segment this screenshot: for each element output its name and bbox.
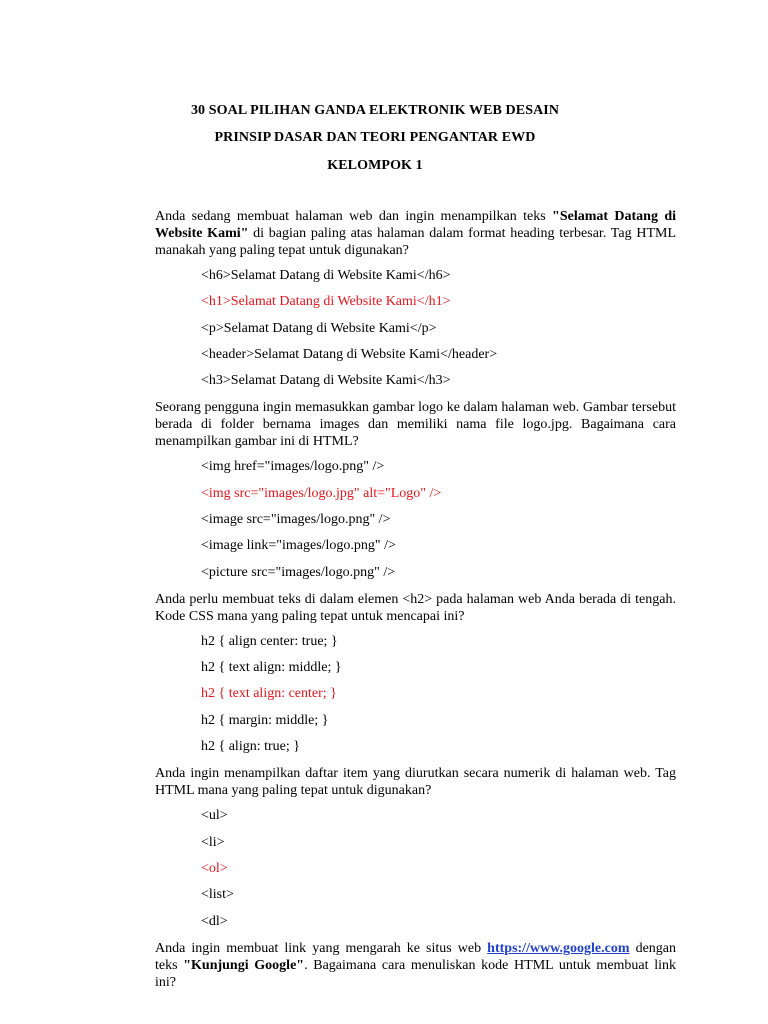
- question-3-option-5: h2 { align: true; }: [201, 739, 300, 754]
- google-link[interactable]: https://www.google.com: [487, 941, 630, 956]
- question-1-option-4: <header>Selamat Datang di Website Kami</header>: [201, 347, 498, 362]
- question-1-emphasis: "Selamat Datang di Website Kami": [155, 209, 676, 241]
- question-2-option-3: <image src="images/logo.png" />: [201, 512, 391, 527]
- question-4-option-4: <list>: [201, 887, 234, 902]
- question-5-emphasis: "Kunjungi Google": [183, 958, 305, 973]
- question-1-option-3: <p>Selamat Datang di Website Kami</p>: [201, 321, 437, 336]
- document-subtitle: PRINSIP DASAR DAN TEORI PENGANTAR EWD: [214, 130, 536, 145]
- question-4-option-5: <dl>: [201, 914, 228, 929]
- question-3-option-1: h2 { align center: true; }: [201, 634, 338, 649]
- question-4-text: Anda ingin menampilkan daftar item yang diurutkan secara numerik di halaman web. Tag HTML mana yang paling tepat untuk digunakan?: [155, 766, 676, 798]
- question-3-option-2: h2 { text align: middle; }: [201, 660, 342, 675]
- document-group: KELOMPOK 1: [327, 158, 423, 173]
- question-4-option-2: <li>: [201, 835, 225, 850]
- question-1-option-5: <h3>Selamat Datang di Website Kami</h3>: [201, 373, 451, 388]
- question-2-option-5: <picture src="images/logo.png" />: [201, 565, 396, 580]
- question-3-option-3-correct: h2 { text align: center; }: [201, 686, 337, 701]
- question-2-option-2-correct: <img src="images/logo.jpg" alt="Logo" />: [201, 486, 442, 501]
- question-4-option-1: <ul>: [201, 808, 228, 823]
- question-2-option-1: <img href="images/logo.png" />: [201, 459, 385, 474]
- question-3-text: Anda perlu membuat teks di dalam elemen <h2> pada halaman web Anda berada di tengah. Kode CSS mana yang paling tepat untuk mencapai ini?: [155, 592, 676, 624]
- question-1-text: Anda sedang membuat halaman web dan ingin menampilkan teks "Selamat Datang di Website Kami" di bagian paling atas halaman dalam format heading terbesar. Tag HTML manakah yang paling tepat untuk digunakan?: [155, 209, 676, 258]
- question-1-option-2-correct: <h1>Selamat Datang di Website Kami</h1>: [201, 294, 451, 309]
- question-2-text: Seorang pengguna ingin memasukkan gambar logo ke dalam halaman web. Gambar tersebut berada di folder bernama images dan memiliki nama file logo.jpg. Bagaimana cara menampilkan gambar ini di HTML?: [155, 400, 676, 449]
- question-2-option-4: <image link="images/logo.png" />: [201, 538, 396, 553]
- question-3-option-4: h2 { margin: middle; }: [201, 713, 329, 728]
- question-1-option-1: <h6>Selamat Datang di Website Kami</h6>: [201, 268, 451, 283]
- question-4-option-3-correct: <ol>: [201, 861, 228, 876]
- question-5-text: Anda ingin membuat link yang mengarah ke situs web https://www.google.com dengan teks "Kunjungi Google". Bagaimana cara menuliskan kode HTML untuk membuat link ini?: [155, 941, 676, 990]
- document-title: 30 SOAL PILIHAN GANDA ELEKTRONIK WEB DESAIN: [190, 103, 560, 118]
